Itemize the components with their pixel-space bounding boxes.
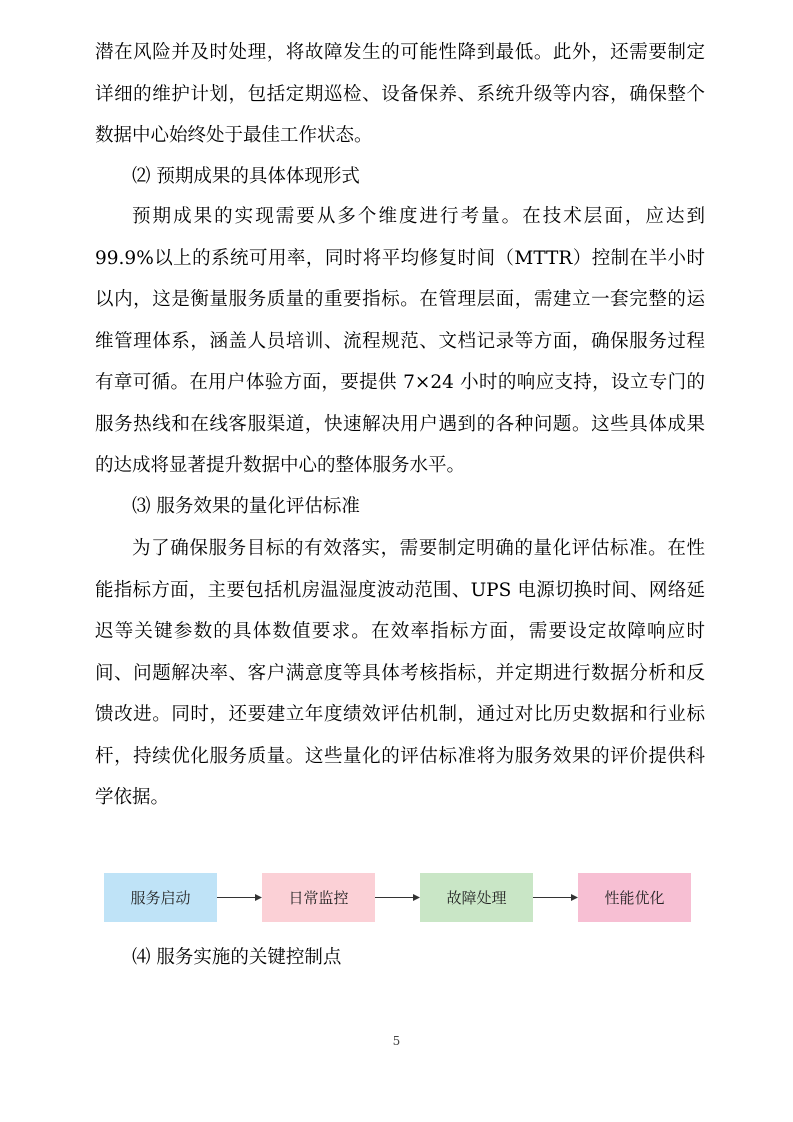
paragraph-continuation: 潜在风险并及时处理，将故障发生的可能性降到最低。此外，还需要制定详细的维护计划，包括定期巡检、设备保养、系统升级等内容，确保整个数据中心始终处于最佳工作状态。	[95, 42, 705, 146]
paragraph-evaluation-standards: 为了确保服务目标的有效落实，需要制定明确的量化评估标准。在性能指标方面，主要包括机房温湿度波动范围、UPS 电源切换时间、网络延迟等关键参数的具体数值要求。在效率指标方面，需要设定故障响应时间、问题解决率、客户满意度等具体考核指标，并定期进行数据分析和反馈改进。同时，还要建立年度绩效评估机制，通过对比历史数据和行业标杆，持续优化服务质量。这些量化的评估标准将为服务效果的评价提供科学依据。	[95, 538, 705, 808]
flow-arrow-2	[375, 873, 420, 922]
flow-step-daily-monitoring: 日常监控	[262, 873, 375, 922]
paragraph-expected-results: 预期成果的实现需要从多个维度进行考量。在技术层面，应达到99.9%以上的系统可用率，同时将平均修复时间（MTTR）控制在半小时以内，这是衡量服务质量的重要指标。在管理层面，需建立一套完整的运维管理体系，涵盖人员培训、流程规范、文档记录等方面，确保服务过程有章可循。在用户体验方面，要提供 7×24 小时的响应支持，设立专门的服务热线和在线客服渠道，快速解决用户遇到的各种问题。这些具体成果的达成将显著提升数据中心的整体服务水平。	[95, 206, 705, 476]
page-number: 5	[392, 1034, 401, 1048]
flow-step-fault-handling: 故障处理	[420, 873, 533, 922]
section-heading-3: ⑶ 服务效果的量化评估标准	[132, 496, 360, 517]
flow-step-performance-optimization: 性能优化	[578, 873, 691, 922]
flow-arrow-3	[533, 873, 578, 922]
section-heading-4: ⑷ 服务实施的关键控制点	[132, 947, 342, 968]
flow-step-service-start: 服务启动	[104, 873, 217, 922]
process-flowchart	[104, 873, 690, 922]
flow-arrow-1	[217, 873, 262, 922]
section-heading-2: ⑵ 预期成果的具体体现形式	[132, 166, 360, 187]
